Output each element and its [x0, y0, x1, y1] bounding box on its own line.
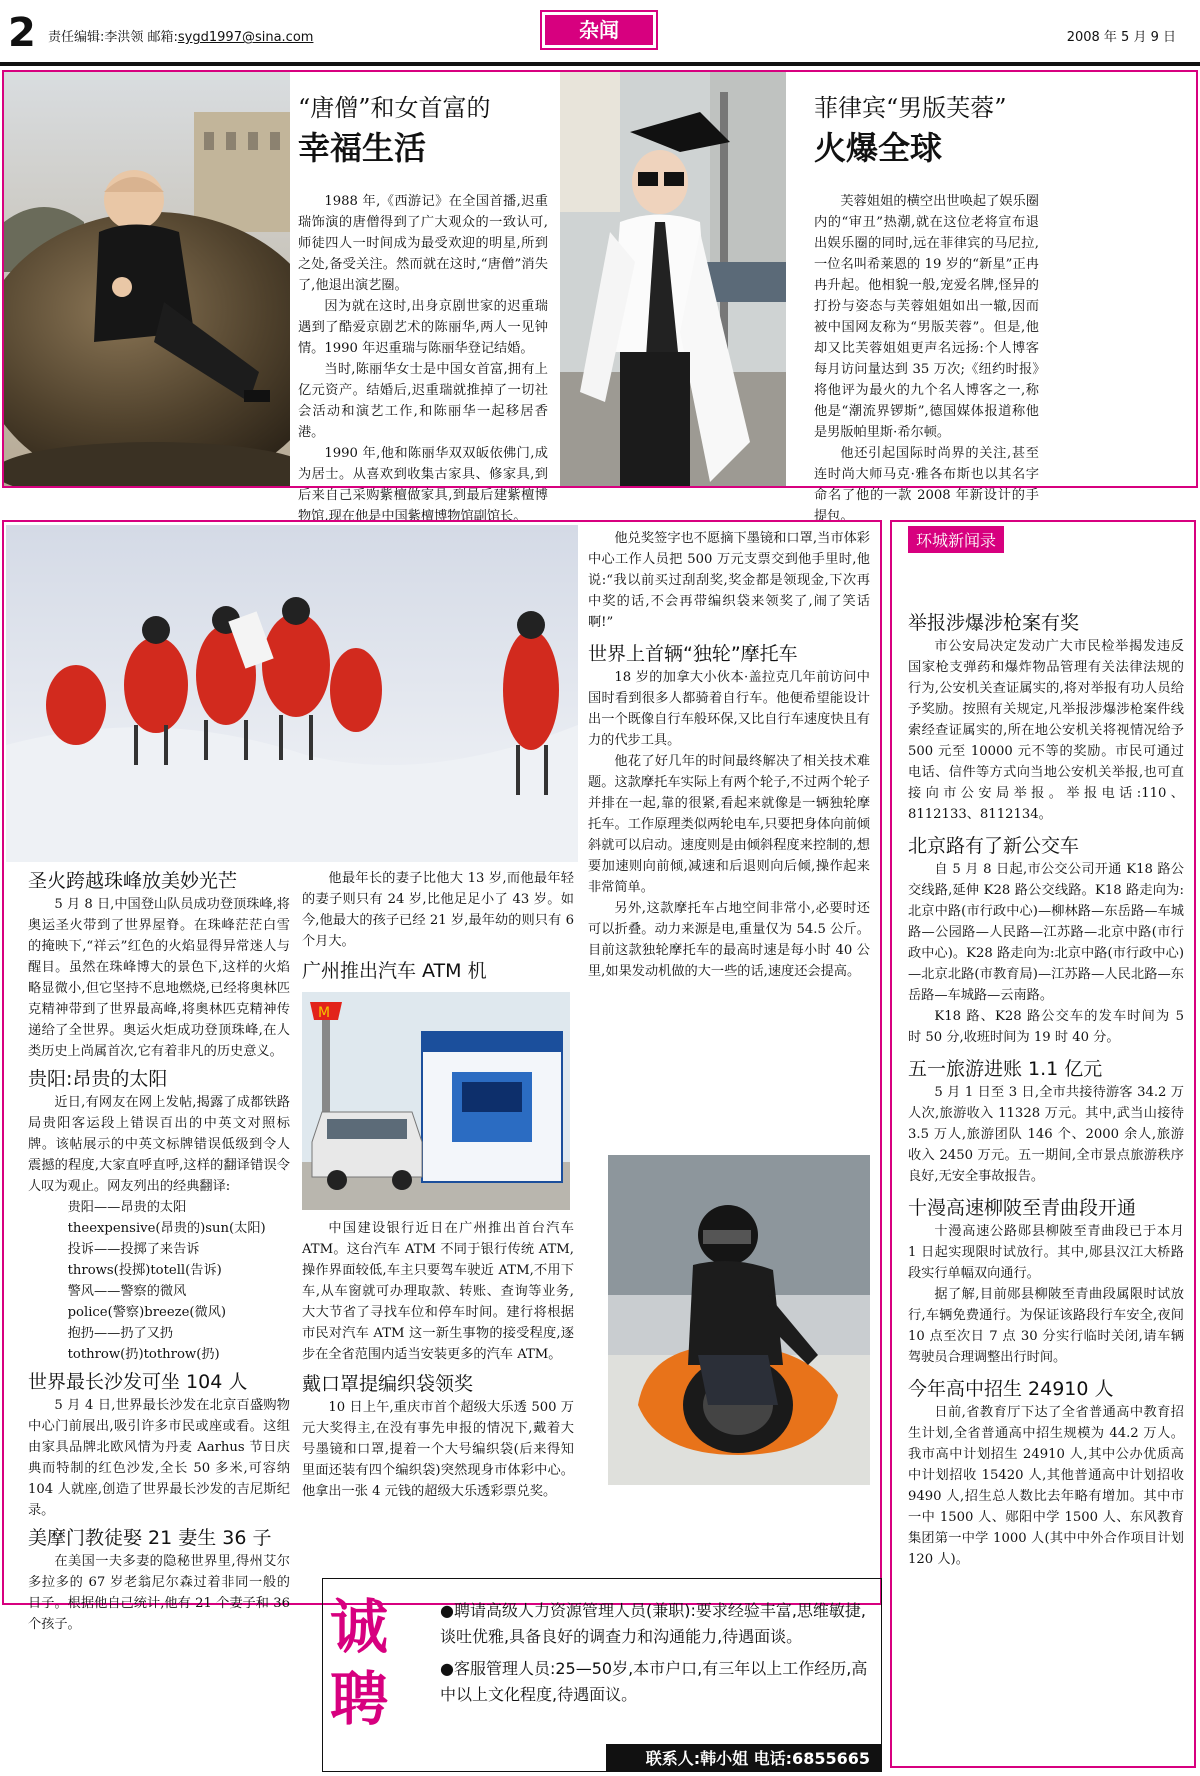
list-item: tothrow(扔)tothrow(扔) [67, 1347, 220, 1362]
ad-contact-bar: 联系人:韩小姐 电话:6855665 [606, 1744, 882, 1771]
society-column-3 [588, 528, 870, 982]
city-headline-4: 十漫高速柳陂至青曲段开通 [908, 1197, 1137, 1219]
city-headline-3: 五一旅游进账 1.1 亿元 [908, 1058, 1103, 1080]
torch-headline: 圣火跨越珠峰放美妙光芒 [28, 870, 238, 892]
paragraph: 18 岁的加拿大小伙本·盖拉克几年前访问中国时看到很多人都骑着自行车。他便希望能设计出一个既像自行车般环保,又比自行车速度快且有力的代步工具。 [588, 670, 870, 748]
guiyang-headline: 贵阳:昂贵的太阳 [28, 1068, 168, 1090]
story-male-furong-headline-top: 菲律宾“男版芙蓉” [814, 94, 1007, 122]
paragraph: 芙蓉姐姐的横空出世唤起了娱乐圈内的“审丑”热潮,就在这位老将宣布退出娱乐圈的同时,远在菲律宾的马尼拉,一位名叫希莱恩的 19 岁的“新星”正冉冉升起。他相貌一般,宠爱名牌,怪异的打扮与姿态与芙蓉姐姐如出一辙,因而被中国网友称为“男版芙蓉”。但是,他却又比芙蓉姐姐更声名远扬:个人博客每月访问量达到 35 万次;《纽约时报》将他评为最火的九个名人博客之一,称他是“潮流界锣斯”,德国媒体报道称他是男版帕里斯·希尔顿。 [814, 194, 1039, 440]
issue-date: 2008 年 5 月 9 日 [1066, 30, 1176, 45]
moto-headline: 世界上首辆“独轮”摩托车 [588, 643, 798, 665]
photo-unicycle-motorbike [608, 1155, 870, 1485]
paragraph: 据了解,目前郧县柳陂至青曲段属限时试放行,车辆免费通行。为保证该路段行车安全,夜间 10 点至次日 7 点 30 分实行临时关闭,请车辆驾驶员合理调整出行时间。 [908, 1287, 1184, 1365]
paragraph: 他最年长的妻子比他大 13 岁,而他最年轻的妻子则只有 24 岁,比他足足小了 43 岁。如今,他最大的孩子已经 21 岁,最年幼的则只有 6 个月大。 [302, 871, 574, 949]
story-tang-monk-body [298, 191, 548, 527]
paragraph: 10 日上午,重庆市首个超级大乐透 500 万元大奖得主,在没有事先申报的情况下,戴着大号墨镜和口罩,提着一个大号编织袋(后来得知里面还装有四个编织袋)突然现身市体彩中心。他拿出一张 4 元钱的超级大乐透彩票兑奖。 [302, 1400, 574, 1499]
photo-male-furong-image [560, 72, 786, 486]
paragraph: 在美国一夫多妻的隐秘世界里,得州艾尔多拉多的 67 岁老翁尼尔森过着非同一般的日子。根据他自己统计,他有 21 个妻子和 36 个孩子。 [28, 1554, 290, 1632]
city-headline-1: 举报涉爆涉枪案有奖 [908, 612, 1080, 634]
ad-text-block [440, 1598, 870, 1708]
list-item: theexpensive(昂贵的)sun(太阳) [67, 1221, 266, 1236]
list-item: 警风——警察的微风 [67, 1284, 187, 1299]
paragraph: 他花了好几年的时间最终解决了相关技术难题。这款摩托车实际上有两个轮子,不过两个轮子并排在一起,靠的很紧,看起来就像是一辆独轮摩托车。工作原理类似两轮电车,只要把身体向前倾斜就可以启动。速度则是由倾斜程度来控制的,想要加速则向前倾,减速和后退则向后倾,操作起来非常简单。 [588, 754, 870, 895]
list-item: police(警察)breeze(微风) [67, 1305, 227, 1320]
paragraph: 当时,陈丽华女士是中国女首富,拥有上亿元资产。结婚后,迟重瑞就推掉了一切社会活动和演艺工作,和陈丽华一起移居香港。 [298, 362, 548, 440]
svg-text:M: M [318, 1005, 331, 1021]
paragraph: 1990 年,他和陈丽华双双皈依佛门,成为居士。从喜欢到收集古家具、修家具,到后来自己采购紫檀做家具,到最后建紫檀博物馆,现在他是中国紫檀博物馆副馆长。 [298, 446, 548, 524]
list-item: throws(投掷)totell(告诉) [67, 1263, 222, 1278]
story-male-furong-headline-main: 火爆全球 [814, 129, 943, 167]
paragraph: 5 月 1 日至 3 日,全市共接待游客 34.2 万人次,旅游收入 11328 万元。其中,武当山接待 3.5 万人,旅游团队 146 个、2000 余人,旅游收入 2450 万元。五一期间,全市景点旅游秩序良好,无安全事故报告。 [908, 1085, 1184, 1184]
paragraph: 市公安局决定发动广大市民检举揭发违反国家枪支弹药和爆炸物品管理有关法律法规的行为,公安机关查证属实的,将对举报有功人员给予奖励。按照有关规定,凡举报涉爆涉枪案件线索经查证属实的,所在地公安机关将视情况给予 500 元至 10000 元不等的奖励。市民可通过电话、信件等方式向当地公安机关举报,也可直接向市公安局举报。举报电话:110、8112133、8112134。 [908, 639, 1184, 822]
paragraph: 十漫高速公路郧县柳陂至青曲段已于本月 1 日起实现限时试放行。其中,郧县汉江大桥路段实行单幅双向通行。 [908, 1224, 1184, 1281]
header-rule [0, 62, 1200, 66]
mormon-headline: 美摩门教徒娶 21 妻生 36 子 [28, 1527, 272, 1549]
editor-label: 责任编辑:李洪领 邮箱: [48, 30, 178, 45]
ad-char-sincere: 诚 [330, 1593, 389, 1661]
paragraph: 5 月 4 日,世界最长沙发在北京百盛购物中心门前展出,吸引许多市民或座或看。这组由家具品牌北欧风情为丹麦 Aarhus 节日庆典而特制的红色沙发,全长 50 多米,可容纳 104 人就座,创造了世界最长沙发的吉尼斯纪录。 [28, 1398, 290, 1518]
paragraph: 他兑奖签字也不愿摘下墨镜和口罩,当市体彩中心工作人员把 500 万元支票交到他手里时,他说:“我以前买过刮刮奖,奖金都是领现金,下次再中奖的话,不会再带编织袋来领奖了,闹了笑话啊!” [588, 531, 870, 630]
paragraph: 近日,有网友在网上发帖,揭露了成都铁路局贵阳客运段上错误百出的中英文对照标牌。该帖展示的中英文标牌错误低级到令人震撼的程度,大家直呼直呼,这样的翻译错误令人叹为观止。网友列出的经典翻译: [28, 1095, 290, 1194]
paragraph: 中国建设银行近日在广州推出首台汽车 ATM。这台汽车 ATM 不同于银行传统 ATM,操作界面较低,车主只要驾车驶近 ATM,不用下车,从车窗就可办理取款、转账、查询等业务,大大节省了寻找车位和停车时间。建行将根据市民对汽车 ATM 这一新生事物的接受程度,逐步在全省范围内适当安装更多的汽车 ATM。 [302, 1221, 574, 1362]
paragraph: 日前,省教育厅下达了全省普通高中教育招生计划,全省普通高中招生规模为 44.2 万人。我市高中计划招生 24910 人,其中公办优质高中计划招收 15420 人,其他普通高中计划招收 9490 人,招生总人数比去年略有增加。其中市一中 1500 人、郧阳中学 1500 人、东风教育集团第一中学 1000 人(其中中外合作项目计划 120 人)。 [908, 1405, 1184, 1567]
paragraph: K18 路、K28 路公交车的发车时间为 5 时 50 分,收班时间为 19 时 40 分。 [908, 1009, 1184, 1045]
list-item: 抱扔——扔了又扔 [67, 1326, 174, 1341]
paragraph: 5 月 8 日,中国登山队员成功登顶珠峰,将奥运圣火带到了世界屋脊。在珠峰茫茫白雪的掩映下,“祥云”红色的火焰显得异常迷人与醒目。虽然在珠峰博大的景色下,这样的火焰略显微小,但它坚持不息地燃烧,已经将奥林匹克精神带到了世界最高峰,将奥林匹克精神传递给了全世界。奥运火炬成功登顶珠峰,在人类历史上尚属首次,它有着非凡的历史意义。 [28, 897, 290, 1059]
section-title: 杂闻 [545, 15, 653, 45]
photo-everest-torch-image [6, 525, 578, 862]
story-tang-monk-headline-top: “唐僧”和女首富的 [298, 94, 491, 122]
story-tang-monk-headline-main: 幸福生活 [298, 129, 427, 167]
photo-male-furong [560, 72, 786, 486]
section-title-box [540, 10, 658, 50]
paragraph: 另外,这款摩托车占地空间非常小,必要时还可以折叠。动力来源是电,重量仅为 54.5 公斤。目前这款独轮摩托车的最高时速是每小时 40 公里,如果发动机做的大一些的话,速度还会提高。 [588, 901, 870, 979]
editor-info [48, 26, 313, 45]
ad-line: ●客服管理人员:25—50岁,本市户口,有三年以上工作经历,高中以上文化程度,待遇面议。 [440, 1659, 868, 1704]
story-male-furong [814, 88, 1184, 527]
photo-everest-torch [6, 525, 578, 862]
page-number: 2 [8, 10, 36, 56]
story-male-furong-body [814, 191, 1039, 527]
story-tang-monk [298, 88, 548, 527]
list-item: 贵阳——昂贵的太阳 [67, 1200, 187, 1215]
photo-car-atm [302, 992, 570, 1210]
city-headline-5: 今年高中招生 24910 人 [908, 1378, 1114, 1400]
paragraph: 他还引起国际时尚界的关注,甚至连时尚大师马克·雅各布斯也以其名字命名了他的一款 2008 年新设计的手提包。 [814, 446, 1039, 524]
photo-chi-zhongrui [4, 72, 290, 486]
society-column-1 [28, 868, 290, 1635]
photo-car-atm-image [302, 992, 570, 1210]
atm-headline: 广州推出汽车 ATM 机 [302, 960, 487, 982]
city-news-column [908, 610, 1184, 1570]
city-headline-2: 北京路有了新公交车 [908, 835, 1080, 857]
paragraph: 自 5 月 8 日起,市公交公司开通 K18 路公交线路,延伸 K28 路公交线路。K18 路走向为:北京中路(市行政中心)—柳林路—东岳路—车城路—公园路—人民路—江苏路—北京中路(市行政中心)。K28 路走向为:北京中路(市行政中心)—北京北路(市教育局)—江苏路—人民北路—东岳路—车城路—云南路。 [908, 862, 1184, 1003]
city-news-tag: 环城新闻录 [908, 526, 1004, 553]
paragraph: 因为就在这时,出身京剧世家的迟重瑞遇到了酷爱京剧艺术的陈丽华,两人一见钟情。1990 年迟重瑞与陈丽华登记结婚。 [298, 299, 548, 356]
sofa-headline: 世界最长沙发可坐 104 人 [28, 1371, 248, 1393]
ad-char-hire: 聘 [330, 1665, 389, 1733]
paragraph: 1988 年,《西游记》在全国首播,迟重瑞饰演的唐僧得到了广大观众的一致认可,师徒四人一时间成为最受欢迎的明星,所到之处,备受关注。然而就在这时,“唐僧”消失了,他退出演艺圈。 [298, 194, 548, 293]
ad-line: ●聘请高级人力资源管理人员(兼职):要求经验丰富,思维敏捷,谈吐优雅,具备良好的调查力和沟通能力,待遇面谈。 [440, 1601, 867, 1646]
society-column-2 [302, 868, 574, 1502]
translation-list [28, 1197, 290, 1365]
list-item: 投诉——投掷了来告诉 [67, 1242, 200, 1257]
editor-email-link[interactable]: sygd1997@sina.com [177, 30, 314, 45]
photo-unicycle-motorbike-image [608, 1155, 870, 1485]
mask-headline: 戴口罩提编织袋领奖 [302, 1373, 474, 1395]
photo-chi-zhongrui-image [4, 72, 290, 486]
